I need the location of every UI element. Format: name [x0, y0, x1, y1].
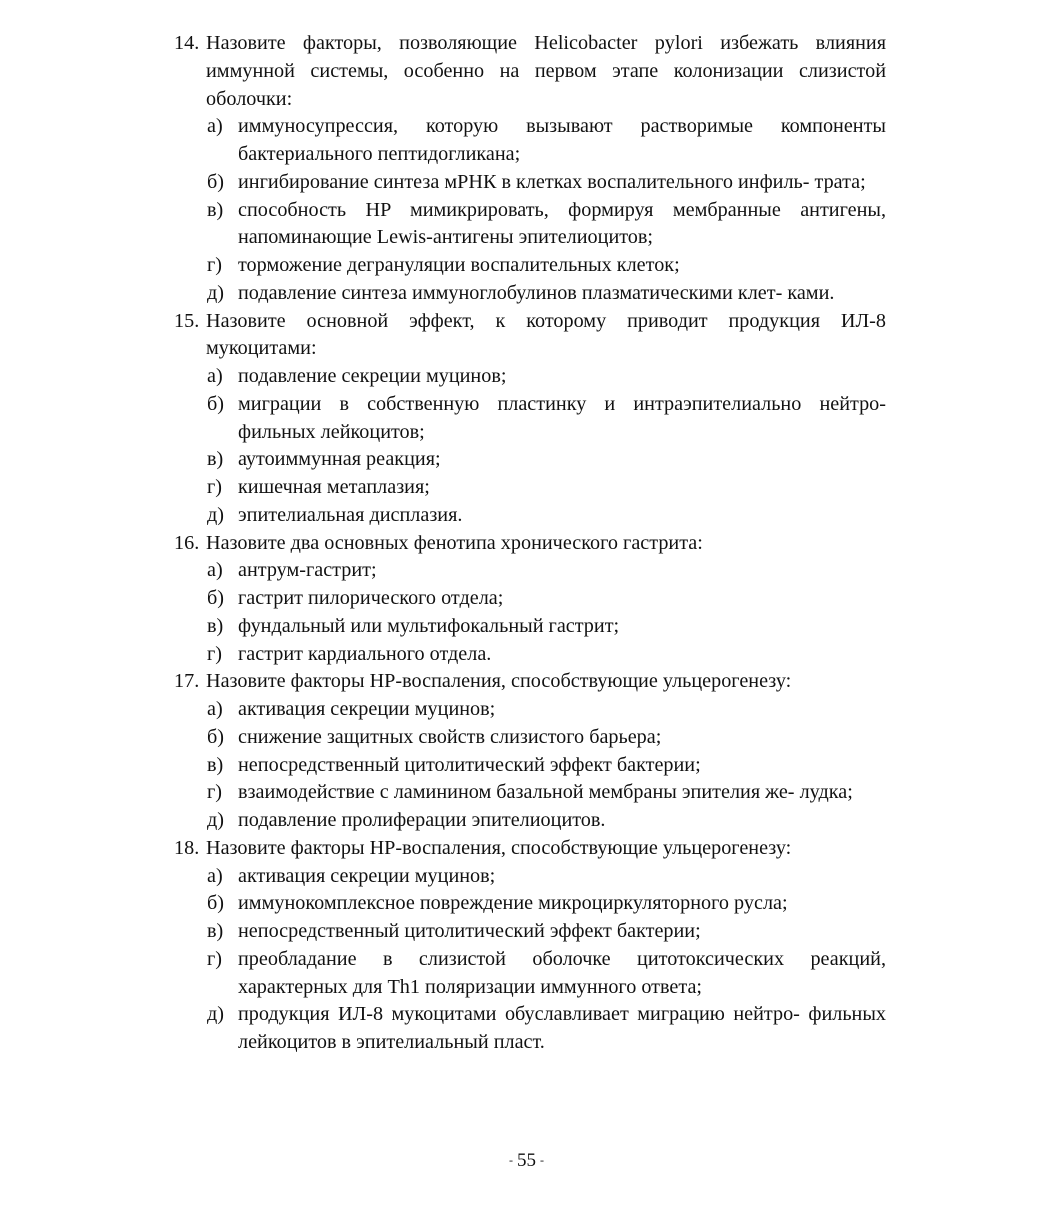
answer-option — [174, 696, 886, 724]
option-letter: г) — [207, 947, 223, 970]
option-letter: а) — [207, 864, 223, 887]
option-letter: а) — [207, 115, 223, 138]
option-letter: д) — [207, 503, 224, 526]
option-letter: б) — [207, 892, 224, 915]
option-text: аутоиммунная реакция; — [238, 448, 441, 471]
option-letter: б) — [207, 587, 224, 609]
answer-option — [174, 391, 886, 447]
option-letter: в) — [207, 920, 224, 942]
option-text: иммуносупрессия, которую вызывают растворимые компоненты бактериального пептидогликана; — [238, 115, 886, 165]
question-text: Назовите основной эффект, к которому приводит продукция ИЛ-8 мукоцитами: — [206, 309, 886, 360]
option-text: непосредственный цитолитический эффект бактерии; — [238, 753, 701, 776]
answer-option — [174, 752, 886, 780]
option-letter: б) — [207, 170, 224, 193]
answer-option — [174, 807, 886, 835]
option-text: миграции в собственную пластинку и интраэпителиально нейтро- фильных лейкоцитов; — [238, 392, 886, 443]
option-letter: б) — [207, 392, 224, 415]
option-letter: г) — [207, 642, 223, 665]
option-letter: д) — [207, 281, 224, 304]
question-15 — [174, 308, 886, 364]
answer-option — [174, 863, 886, 891]
option-letter: г) — [207, 781, 223, 804]
option-text: активация секреции муцинов; — [238, 698, 496, 720]
option-text: подавление синтеза иммуноглобулинов плазматическими клет- ками. — [238, 281, 835, 304]
answer-option — [174, 557, 886, 585]
option-letter: а) — [207, 559, 223, 582]
answer-option — [174, 641, 886, 669]
question-16 — [174, 530, 886, 558]
option-text: фундальный или мультифокальный гастрит; — [238, 614, 620, 637]
question-number: 15. — [174, 309, 200, 332]
question-number: 18. — [174, 836, 200, 859]
answer-option — [174, 918, 886, 946]
option-text: ингибирование синтеза мРНК в клетках воспалительного инфиль- трата; — [238, 170, 866, 193]
option-text: эпителиальная дисплазия. — [238, 503, 463, 526]
option-text: гастрит кардиального отдела. — [238, 642, 492, 665]
answer-option — [174, 252, 886, 280]
option-letter: а) — [207, 365, 223, 387]
document-page — [174, 30, 886, 1057]
answer-option — [174, 779, 886, 807]
answer-option — [174, 113, 886, 169]
question-text: Назовите факторы HP-воспаления, способствующие ульцерогенезу: — [206, 836, 792, 859]
option-text: активация секреции муцинов; — [238, 864, 496, 887]
question-text: Назовите факторы, позволяющие Helicobacter pylori избежать влияния иммунной системы, особенно на первом этапе колонизации слизистой оболочки: — [206, 32, 886, 110]
page-number-value: 55 — [517, 1150, 536, 1171]
option-letter: г) — [207, 476, 223, 498]
option-text: способность HP мимикрировать, формируя мембранные антигены, напоминающие Lewis-антигены эпителиоцитов; — [238, 198, 886, 249]
answer-option — [174, 502, 886, 530]
option-letter: г) — [207, 254, 223, 276]
option-text: снижение защитных свойств слизистого барьера; — [238, 725, 662, 748]
answer-option — [174, 169, 886, 197]
answer-option — [174, 363, 886, 391]
question-text: Назовите два основных фенотипа хронического гастрита: — [206, 531, 703, 554]
question-number: 14. — [174, 32, 200, 54]
answer-option — [174, 446, 886, 474]
option-text: преобладание в слизистой оболочке цитотоксических реакций, характерных для Th1 поляризации иммунного ответа; — [238, 947, 886, 998]
option-letter: а) — [207, 698, 223, 720]
answer-option — [174, 197, 886, 253]
answer-option — [174, 890, 886, 918]
option-letter: д) — [207, 809, 224, 831]
option-letter: в) — [207, 614, 224, 637]
option-text: продукция ИЛ-8 мукоцитами обуславливает миграцию нейтро- фильных лейкоцитов в эпителиальный пласт. — [238, 1003, 886, 1053]
option-text: непосредственный цитолитический эффект бактерии; — [238, 920, 701, 942]
answer-option — [174, 613, 886, 641]
page-number: - 55 - — [509, 1150, 544, 1171]
option-letter: в) — [207, 753, 224, 776]
option-letter: в) — [207, 448, 224, 471]
option-text: подавление секреции муцинов; — [238, 365, 507, 387]
question-number: 16. — [174, 531, 200, 554]
option-text: подавление пролиферации эпителиоцитов. — [238, 809, 606, 831]
answer-option — [174, 724, 886, 752]
question-17 — [174, 668, 886, 696]
option-text: гастрит пилорического отдела; — [238, 587, 504, 609]
question-14 — [174, 30, 886, 113]
option-text: иммунокомплексное повреждение микроциркуляторного русла; — [238, 892, 788, 915]
option-letter: б) — [207, 725, 224, 748]
question-number: 17. — [174, 670, 200, 693]
option-text: кишечная метаплазия; — [238, 476, 430, 498]
option-letter: в) — [207, 198, 224, 221]
option-text: взаимодействие с ламинином базальной мембраны эпителия же- лудка; — [238, 781, 853, 804]
answer-option — [174, 585, 886, 613]
option-letter: д) — [207, 1003, 224, 1026]
option-text: торможение дегрануляции воспалительных клеток; — [238, 254, 680, 276]
option-text: антрум-гастрит; — [238, 559, 377, 582]
answer-option — [174, 946, 886, 1002]
question-text: Назовите факторы HP-воспаления, способствующие ульцерогенезу: — [206, 670, 792, 693]
answer-option — [174, 1001, 886, 1057]
answer-option — [174, 280, 886, 308]
question-18 — [174, 835, 886, 863]
answer-option — [174, 474, 886, 502]
